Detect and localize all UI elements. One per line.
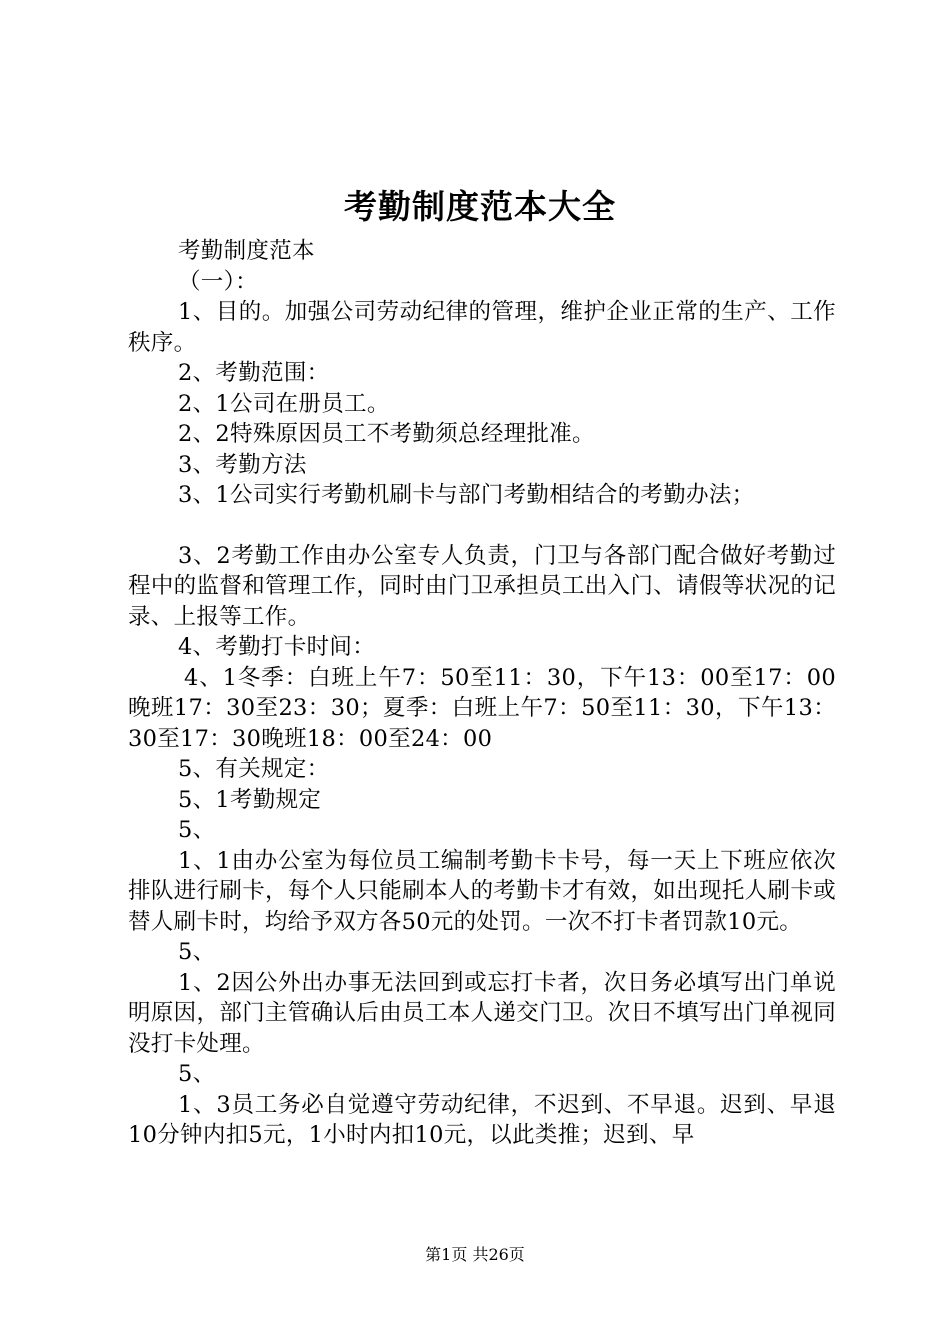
paragraph: 5、有关规定： — [178, 756, 330, 782]
document-title: 考勤制度范本大全 — [344, 187, 616, 226]
page-footer: 第1页 共26页 — [425, 1245, 525, 1264]
paragraph: （一）： — [178, 268, 258, 295]
paragraph: 5、 — [178, 817, 216, 843]
paragraph: 1、2因公外出办事无法回到或忘打卡者，次日务必填写出门单说明原因，部门主管确认后由员工本人递交门卫。次日不填写出门单视同没打卡处理。 — [128, 969, 836, 1057]
paragraph: 1、3员工务必自觉遵守劳动纪律，不迟到、不早退。迟到、早退10分钟内扣5元，1小时内扣10元，以此类推；迟到、早 — [128, 1091, 836, 1148]
paragraph: 5、1考勤规定 — [178, 786, 322, 813]
paragraph: 2、2特殊原因员工不考勤须总经理批准。 — [178, 421, 595, 447]
paragraph: 2、考勤范围： — [178, 360, 330, 386]
paragraph: 4、1冬季：白班上午7：50至11：30，下午13：00至17：00晚班17：30至23：30；夏季：白班上午7：50至11：30，下午13：30至17：30晚班18：00至24：00 — [128, 664, 836, 752]
paragraph: 考勤制度范本 — [178, 238, 315, 264]
document-body — [128, 236, 836, 1151]
paragraph: 3、1公司实行考勤机刷卡与部门考勤相结合的考勤办法； — [178, 482, 755, 508]
paragraph: 1、1由办公室为每位员工编制考勤卡卡号，每一天上下班应依次排队进行刷卡，每个人只能刷本人的考勤卡才有效，如出现托人刷卡或替人刷卡时，均给予双方各50元的处罚。一次不打卡者罚款10元。 — [128, 847, 836, 935]
paragraph: 5、 — [178, 939, 216, 965]
paragraph: 1、目的。加强公司劳动纪律的管理，维护企业正常的生产、工作秩序。 — [128, 299, 836, 356]
paragraph: 5、 — [178, 1061, 216, 1087]
paragraph: 3、考勤方法 — [178, 451, 307, 478]
paragraph: 2、1公司在册员工。 — [178, 390, 390, 417]
paragraph: 3、2考勤工作由办公室专人负责，门卫与各部门配合做好考勤过程中的监督和管理工作，同时由门卫承担员工出入门、请假等状况的记录、上报等工作。 — [128, 542, 836, 630]
paragraph: 4、考勤打卡时间： — [178, 634, 376, 660]
